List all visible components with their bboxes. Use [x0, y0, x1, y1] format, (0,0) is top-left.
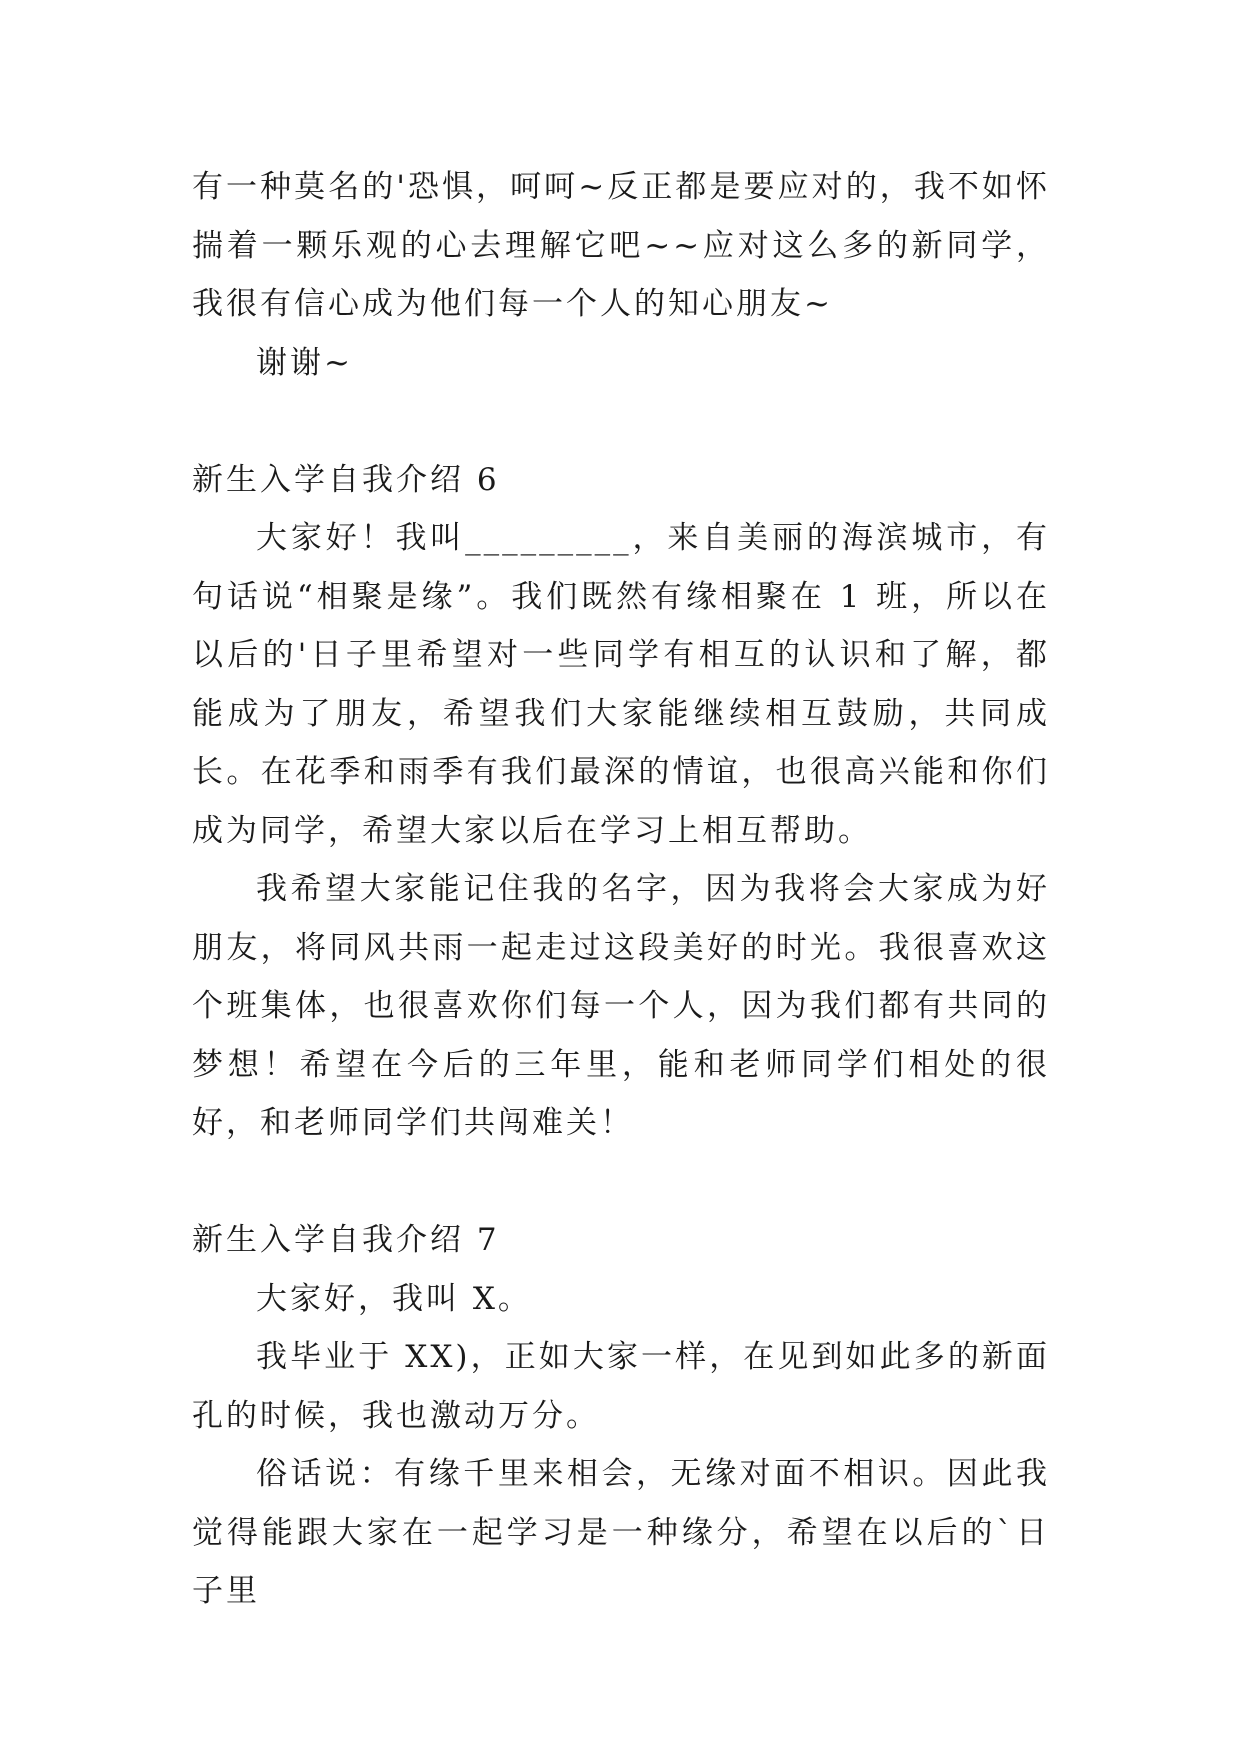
- section-gap: [192, 1153, 1050, 1212]
- section7-paragraph-3: 俗话说：有缘千里来相会，无缘对面不相识。因此我觉得能跟大家在一起学习是一种缘分，希望在以后的`日子里: [192, 1456, 1050, 1609]
- section-gap: [192, 392, 1050, 451]
- section7-paragraph-2: 我毕业于 XX)，正如大家一样，在见到如此多的新面孔的时候，我也激动万分。: [192, 1339, 1050, 1434]
- document-body: [192, 158, 1050, 1621]
- section5-thanks: 谢谢~: [256, 344, 353, 381]
- section6-title: 新生入学自我介绍 6: [192, 461, 500, 498]
- section7-paragraph-1: 大家好，我叫 X。: [256, 1280, 532, 1317]
- section6-paragraph-2: 我希望大家能记住我的名字，因为我将会大家成为好朋友，将同风共雨一起走过这段美好的时光。我很喜欢这个班集体，也很喜欢你们每一个人，因为我们都有共同的梦想！希望在今后的三年里，能和老师同学们相处的很好，和老师同学们共闯难关！: [192, 871, 1050, 1141]
- section7-title: 新生入学自我介绍 7: [192, 1222, 500, 1258]
- section6-paragraph-1: 大家好！我叫_________，来自美丽的海滨城市，有句话说“相聚是缘”。我们既然有缘相聚在 1 班，所以在以后的'日子里希望对一些同学有相互的认识和了解，都能成为了朋友，希望我们大家能继续相互鼓励，共同成长。在花季和雨季有我们最深的情谊，也很高兴能和你们成为同学，希望大家以后在学习上相互帮助。: [192, 520, 1050, 849]
- section5-tail-paragraph: 有一种莫名的'恐惧，呵呵~反正都是要应对的，我不如怀揣着一颗乐观的心去理解它吧~~应对这么多的新同学，我很有信心成为他们每一个人的知心朋友~: [192, 169, 1050, 322]
